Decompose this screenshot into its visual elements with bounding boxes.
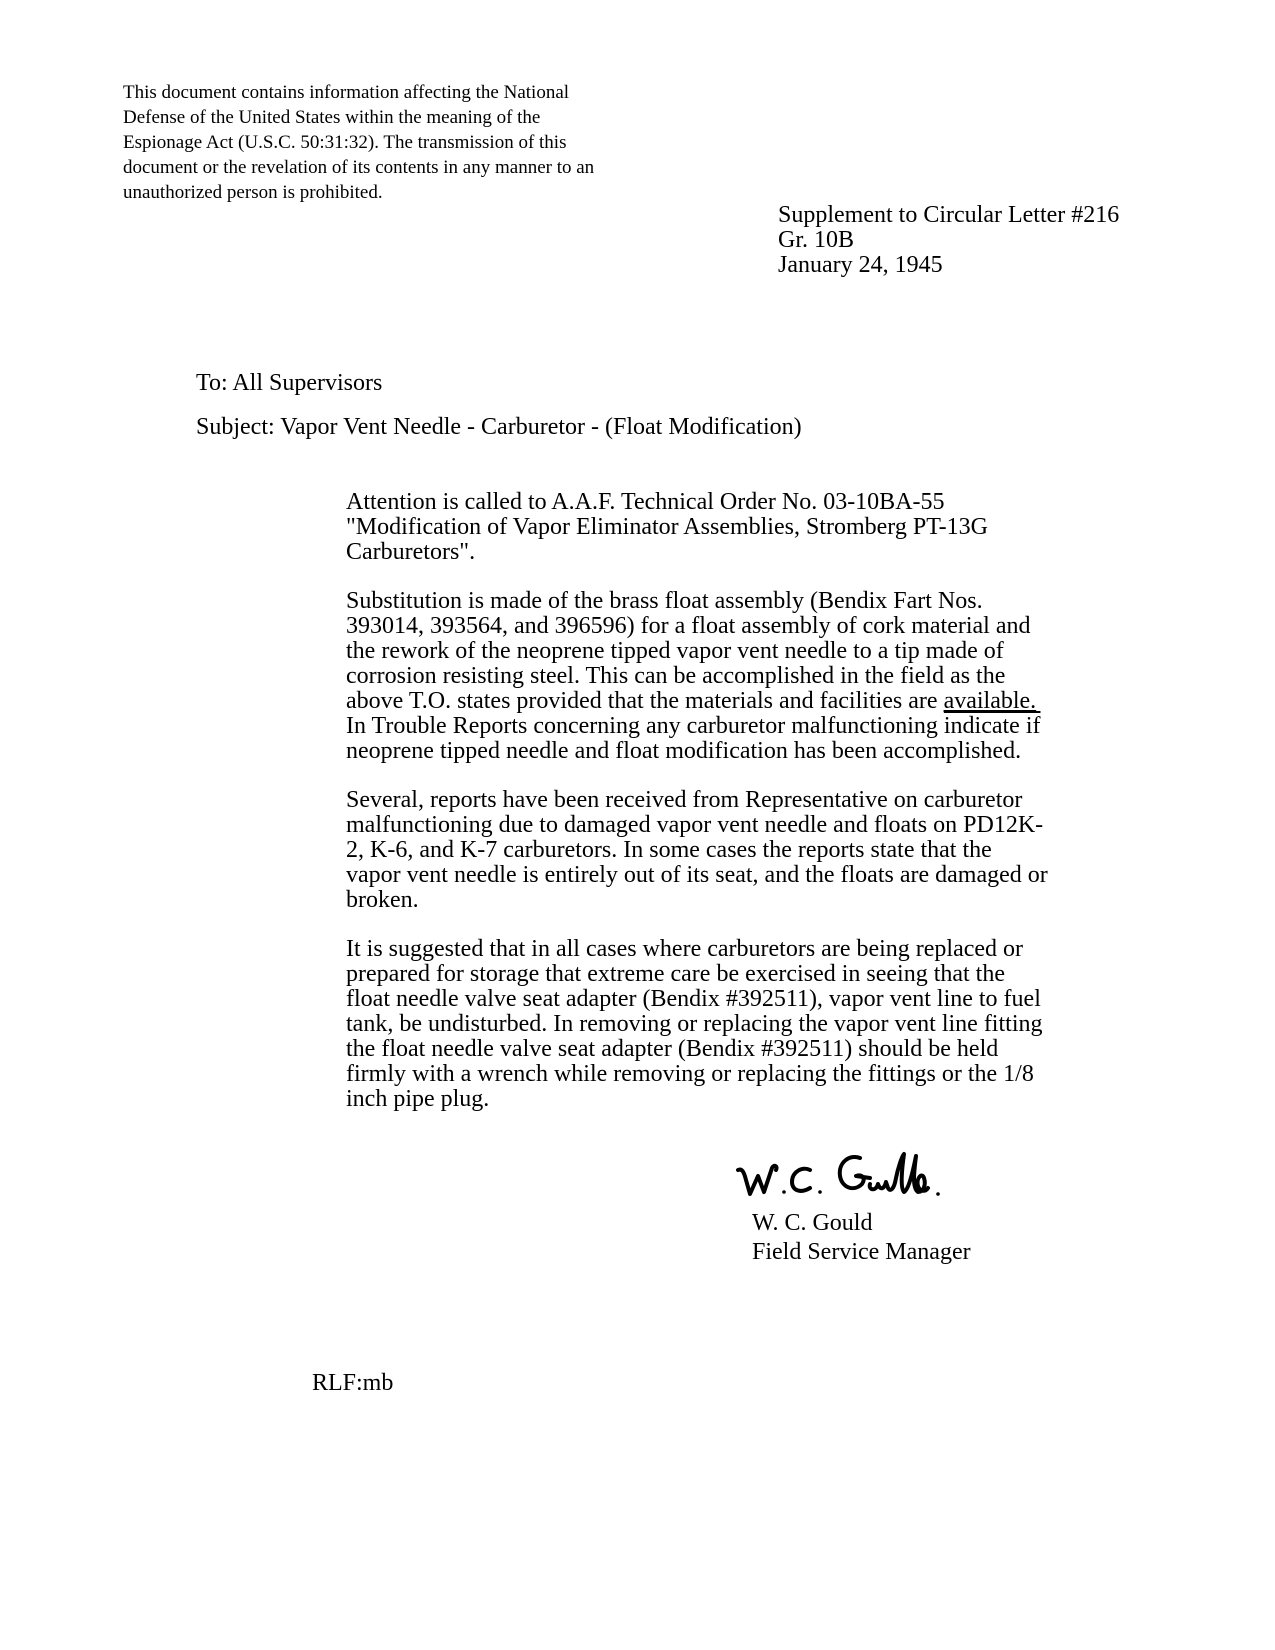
- body-line: float needle valve seat adapter (Bendix #392511), vapor vent line to fuel: [346, 986, 1041, 1012]
- letter-body: [346, 490, 1086, 1136]
- body-line: Substitution is made of the brass float assembly (Bendix Fart Nos.: [346, 588, 983, 614]
- to-line: To: All Supervisors: [196, 370, 383, 396]
- body-line: neoprene tipped needle and float modification has been accomplished.: [346, 738, 1022, 764]
- subject-line: Subject: Vapor Vent Needle - Carburetor - (Float Modification): [196, 414, 802, 440]
- signer-name: W. C. Gould: [752, 1210, 873, 1236]
- body-line: broken.: [346, 887, 419, 913]
- security-notice: [123, 80, 643, 205]
- body-line: malfunctioning due to damaged vapor vent needle and floats on PD12K-: [346, 812, 1044, 838]
- body-line: [346, 714, 1086, 739]
- letter-date: January 24, 1945: [778, 252, 943, 278]
- paragraph-3: [346, 788, 1086, 913]
- signer-block: [752, 1209, 971, 1267]
- notice-line: unauthorized person is prohibited.: [123, 182, 383, 203]
- notice-line: document or the revelation of its contents in any manner to an: [123, 157, 595, 178]
- body-line: vapor vent needle is entirely out of its seat, and the floats are damaged or: [346, 862, 1048, 888]
- body-line: inch pipe plug.: [346, 1086, 490, 1112]
- body-line: tank, be undisturbed. In removing or replacing the vapor vent line fitting: [346, 1011, 1043, 1037]
- body-line: the rework of the neoprene tipped vapor vent needle to a tip made of: [346, 638, 1004, 664]
- paragraph-1: [346, 490, 1086, 565]
- body-line: [346, 689, 1086, 714]
- body-line: It is suggested that in all cases where carburetors are being replaced or: [346, 936, 1024, 962]
- notice-line: Defense of the United States within the meaning of the: [123, 107, 541, 128]
- paragraph-2: [346, 589, 1086, 764]
- body-line-text: In Trouble Reports concerning any carburetor malfunctioning: [346, 713, 944, 739]
- group-reference: Gr. 10B: [778, 227, 855, 253]
- notice-line: Espionage Act (U.S.C. 50:31:32). The transmission of this: [123, 132, 567, 153]
- paragraph-4: [346, 937, 1086, 1112]
- body-line: Several, reports have been received from Representative on carburetor: [346, 787, 1023, 813]
- signer-title: Field Service Manager: [752, 1239, 971, 1265]
- circular-reference: Supplement to Circular Letter #216: [778, 202, 1120, 228]
- underlined-word: available.: [943, 688, 1037, 714]
- body-line-text: above T.O. states provided that the materials and facilities are: [346, 688, 944, 714]
- body-line: the float needle valve seat adapter (Bendix #392511) should be held: [346, 1036, 999, 1062]
- body-line: Attention is called to A.A.F. Technical Order No. 03-10BA-55: [346, 489, 945, 515]
- body-line: 2, K-6, and K-7 carburetors. In some cases the reports state that the: [346, 837, 992, 863]
- body-line: prepared for storage that extreme care be exercised in seeing that the: [346, 961, 1006, 987]
- handwritten-signature: [732, 1148, 962, 1206]
- body-line: Carburetors".: [346, 539, 476, 565]
- body-line: "Modification of Vapor Eliminator Assemblies, Stromberg PT-13G: [346, 514, 988, 540]
- notice-line: This document contains information affecting the National: [123, 82, 570, 103]
- body-line: firmly with a wrench while removing or replacing the fittings or the 1/8: [346, 1061, 1034, 1087]
- typist-initials: RLF:mb: [312, 1370, 394, 1396]
- body-line: 393014, 393564, and 396596) for a float assembly of cork material and: [346, 613, 1031, 639]
- body-line: corrosion resisting steel. This can be accomplished in the field as the: [346, 663, 1006, 689]
- overlined-phrase: indicate if: [943, 713, 1041, 739]
- reference-block: [778, 203, 1119, 278]
